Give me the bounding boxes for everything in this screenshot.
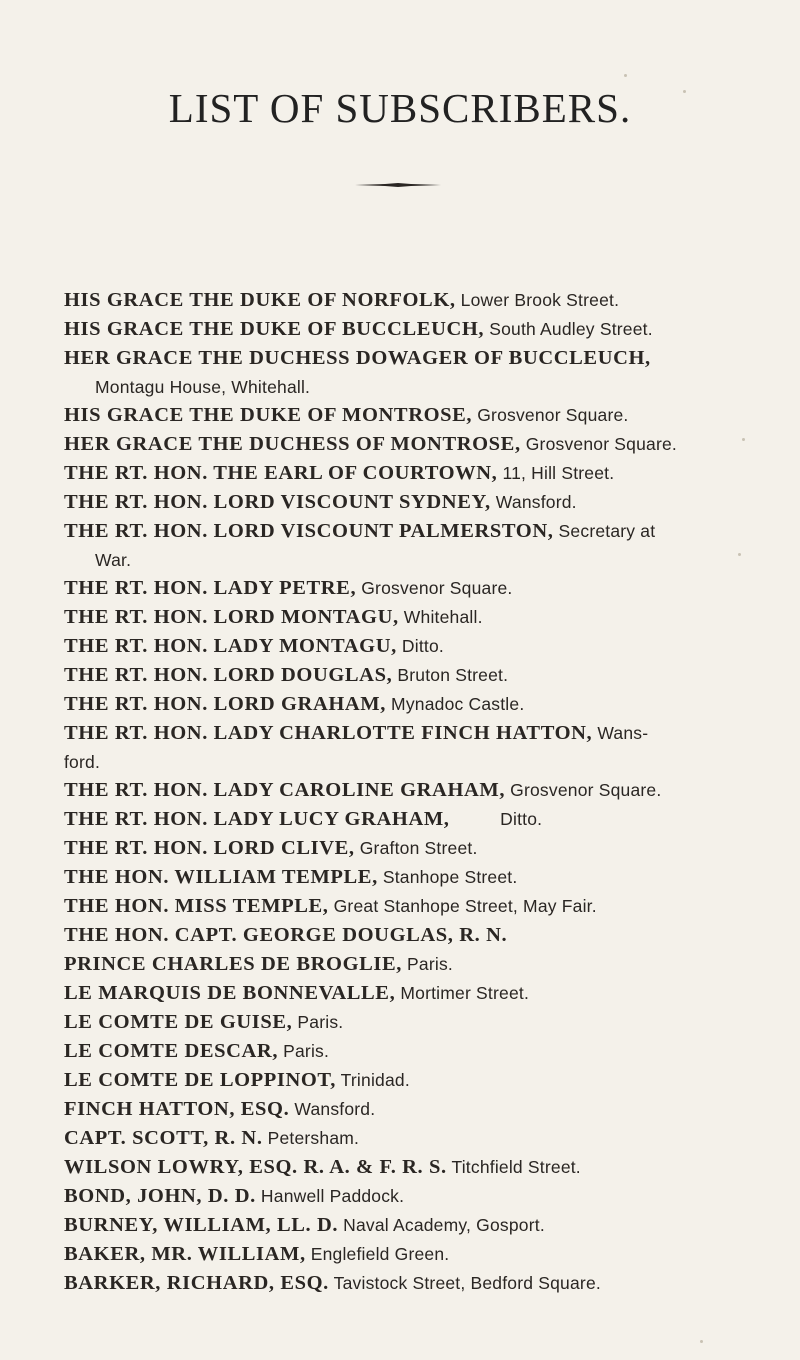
paper-speck (700, 1340, 703, 1343)
list-item: HER GRACE THE DUCHESS OF MONTROSE, Grosvenor Square. (64, 433, 677, 455)
paper-speck (683, 90, 686, 93)
list-item: THE HON. CAPT. GEORGE DOUGLAS, R. N. (64, 924, 508, 946)
list-item: BOND, JOHN, D. D. Hanwell Paddock. (64, 1185, 405, 1207)
list-item: CAPT. SCOTT, R. N. Petersham. (64, 1127, 360, 1149)
list-item: ford. (64, 752, 101, 772)
list-item: BARKER, RICHARD, ESQ. Tavistock Street, Bedford Square. (64, 1272, 601, 1294)
list-item: THE HON. MISS TEMPLE, Great Stanhope Street, May Fair. (64, 895, 597, 917)
list-item: THE RT. HON. LADY MONTAGU, Ditto. (64, 635, 444, 657)
list-item: THE RT. HON. LORD VISCOUNT SYDNEY, Wansford. (64, 491, 577, 513)
list-item: THE RT. HON. LORD DOUGLAS, Bruton Street. (64, 664, 509, 686)
list-item: HIS GRACE THE DUKE OF MONTROSE, Grosvenor Square. (64, 404, 629, 426)
list-item: THE RT. HON. LORD VISCOUNT PALMERSTON, Secretary at (64, 520, 656, 542)
list-item: Montagu House, Whitehall. (95, 377, 311, 397)
list-item: THE RT. HON. THE EARL OF COURTOWN, 11, Hill Street. (64, 462, 615, 484)
list-item: HIS GRACE THE DUKE OF NORFOLK, Lower Brook Street. (64, 289, 620, 311)
page-title: LIST OF SUBSCRIBERS. (168, 85, 632, 131)
paper-speck (738, 553, 741, 556)
ornamental-rule (355, 183, 441, 187)
list-item: HIS GRACE THE DUKE OF BUCCLEUCH, South Audley Street. (64, 318, 653, 340)
list-item: THE RT. HON. LADY PETRE, Grosvenor Square. (64, 577, 513, 599)
list-item: HER GRACE THE DUCHESS DOWAGER OF BUCCLEUCH, (64, 347, 651, 369)
list-item: PRINCE CHARLES DE BROGLIE, Paris. (64, 953, 453, 975)
list-item: THE RT. HON. LORD CLIVE, Grafton Street. (64, 837, 478, 859)
list-item: FINCH HATTON, ESQ. Wansford. (64, 1098, 376, 1120)
list-item: LE COMTE DE GUISE, Paris. (64, 1011, 344, 1033)
list-item: War. (95, 550, 132, 570)
paper-speck (742, 438, 745, 441)
list-item: THE RT. HON. LORD MONTAGU, Whitehall. (64, 606, 483, 628)
list-item: LE COMTE DESCAR, Paris. (64, 1040, 330, 1062)
list-item: THE RT. HON. LORD GRAHAM, Mynadoc Castle. (64, 693, 525, 715)
list-item: THE RT. HON. LADY CAROLINE GRAHAM, Grosvenor Square. (64, 779, 662, 801)
paper-speck (624, 74, 627, 77)
list-item: BAKER, MR. WILLIAM, Englefield Green. (64, 1243, 450, 1265)
list-item: THE RT. HON. LADY LUCY GRAHAM, Ditto. (64, 808, 543, 830)
list-item: LE MARQUIS DE BONNEVALLE, Mortimer Street. (64, 982, 530, 1004)
list-item: THE HON. WILLIAM TEMPLE, Stanhope Street. (64, 866, 518, 888)
list-item: BURNEY, WILLIAM, LL. D. Naval Academy, Gosport. (64, 1214, 545, 1236)
list-item: WILSON LOWRY, ESQ. R. A. & F. R. S. Titchfield Street. (64, 1156, 581, 1178)
list-item: THE RT. HON. LADY CHARLOTTE FINCH HATTON, Wans- (64, 722, 649, 744)
list-item: LE COMTE DE LOPPINOT, Trinidad. (64, 1069, 410, 1091)
